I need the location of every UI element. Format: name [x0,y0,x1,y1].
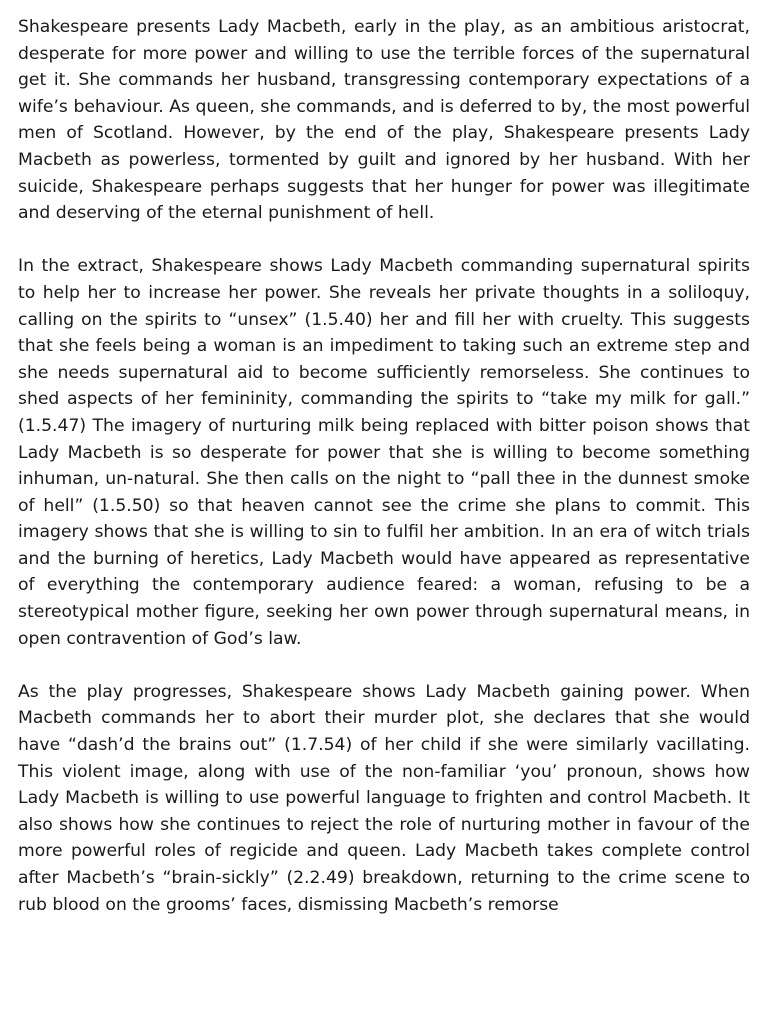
essay-paragraph-3: As the play progresses, Shakespeare shows Lady Macbeth gaining power. When Macbeth commands her to abort their murder plot, she declares that she would have “dash’d the brains out” (1.7.54) of her child if she were similarly vacillating. This violent image, along with use of the non-familiar ‘you’ pronoun, shows how Lady Macbeth is willing to use powerful language to frighten and control Macbeth. It also shows how she continues to reject the role of nurturing mother in favour of the more powerful roles of regicide and queen. Lady Macbeth takes complete control after Macbeth’s “brain-sickly” (2.2.49) breakdown, returning to the crime scene to rub blood on the grooms’ faces, dismissing Macbeth’s remorse [18,681,750,915]
essay-paragraph-2: In the extract, Shakespeare shows Lady Macbeth commanding supernatural spirits to help her to increase her power. She reveals her private thoughts in a soliloquy, calling on the spirits to “unsex” (1.5.40) her and fill her with cruelty. This suggests that she feels being a woman is an impediment to taking such an extreme step and she needs supernatural aid to become sufficiently remorseless. She continues to shed aspects of her femininity, commanding the spirits to “take my milk for gall.” (1.5.47) The imagery of nurturing milk being replaced with bitter poison shows that Lady Macbeth is so desperate for power that she is willing to become something inhuman, un-natural. She then calls on the night to “pall thee in the dunnest smoke of hell” (1.5.50) so that heaven cannot see the crime she plans to commit. This imagery shows that she is willing to sin to fulfil her ambition. In an era of witch trials and the burning of heretics, Lady Macbeth would have appeared as representative of everything the contemporary audience feared: a woman, refusing to be a stereotypical mother figure, seeking her own power through supernatural means, in open contravention of God’s law. [18,256,750,649]
essay-paragraph-1: Shakespeare presents Lady Macbeth, early in the play, as an ambitious aristocrat, desperate for more power and willing to use the terrible forces of the supernatural get it. She commands her husband, transgressing contemporary expectations of a wife’s behaviour. As queen, she commands, and is deferred to by, the most powerful men of Scotland. However, by the end of the play, Shakespeare presents Lady Macbeth as powerless, tormented by guilt and ignored by her husband. With her suicide, Shakespeare perhaps suggests that her hunger for power was illegitimate and deserving of the eternal punishment of hell. [18,17,750,224]
essay-page [18,14,750,918]
